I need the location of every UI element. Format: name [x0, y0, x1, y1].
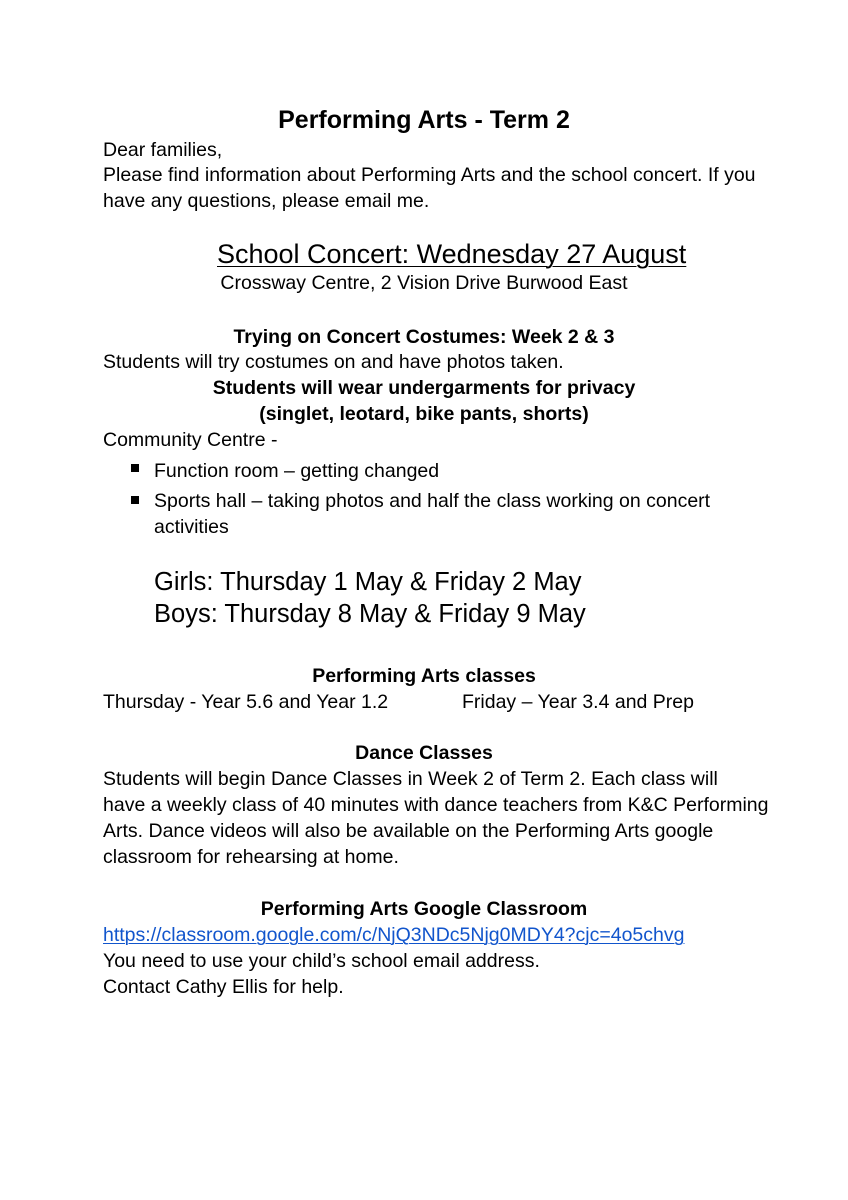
classes-friday: Friday – Year 3.4 and Prep	[462, 691, 694, 713]
concert-venue: Crossway Centre, 2 Vision Drive Burwood East	[220, 272, 628, 294]
google-classroom-heading: Performing Arts Google Classroom	[260, 898, 588, 920]
dance-line-1: Students will begin Dance Classes in Week 2 of Term 2. Each class will	[103, 768, 718, 790]
intro-line-1: Please find information about Performing Arts and the school concert. If you	[103, 164, 756, 186]
dance-heading: Dance Classes	[355, 742, 493, 764]
dance-line-4: classroom for rehearsing at home.	[103, 846, 399, 868]
concert-heading: School Concert: Wednesday 27 August	[217, 239, 687, 269]
bullet-square-icon	[131, 496, 139, 504]
bullet-function-room: Function room – getting changed	[154, 460, 440, 482]
greeting: Dear families,	[103, 139, 223, 161]
privacy-line-1: Students will wear undergarments for privacy	[212, 377, 636, 399]
boys-dates: Boys: Thursday 8 May & Friday 9 May	[154, 600, 586, 628]
intro-line-2: have any questions, please email me.	[103, 190, 430, 212]
email-note: You need to use your child’s school email address.	[103, 950, 540, 972]
bullet-sports-hall: Sports hall – taking photos and half the class working on concert	[154, 490, 711, 512]
bullet-square-icon	[131, 464, 139, 472]
google-classroom-link[interactable]: https://classroom.google.com/c/NjQ3NDc5Njg0MDY4?cjc=4o5chvg	[103, 924, 685, 946]
costumes-line: Students will try costumes on and have photos taken.	[103, 351, 564, 373]
page-title: Performing Arts - Term 2	[278, 106, 570, 134]
dance-line-3: Arts. Dance videos will also be available on the Performing Arts google	[103, 820, 714, 842]
bullet-sports-hall-continued: activities	[154, 516, 229, 538]
costumes-heading: Trying on Concert Costumes: Week 2 & 3	[233, 326, 615, 348]
dance-line-2: have a weekly class of 40 minutes with dance teachers from K&C Performing	[103, 794, 769, 816]
classes-heading: Performing Arts classes	[312, 665, 536, 687]
contact-note: Contact Cathy Ellis for help.	[103, 976, 344, 998]
classes-thursday: Thursday - Year 5.6 and Year 1.2	[103, 691, 389, 713]
girls-dates: Girls: Thursday 1 May & Friday 2 May	[154, 568, 582, 596]
privacy-line-2: (singlet, leotard, bike pants, shorts)	[259, 403, 589, 425]
community-centre-label: Community Centre -	[103, 429, 278, 451]
